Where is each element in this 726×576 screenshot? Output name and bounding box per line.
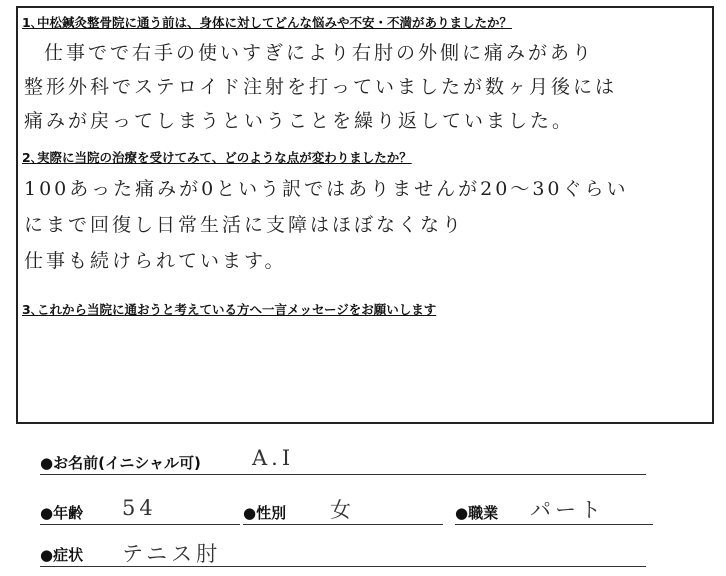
name-underline: [40, 474, 646, 475]
job-field-value: パート: [530, 498, 605, 522]
question-1-label: 1､中松鍼灸整骨院に通う前は、身体に対してどんな悩みや不安・不満がありましたか？: [22, 15, 512, 30]
gender-field-label: ●性別: [243, 504, 287, 522]
symptom-field-value: テニス肘: [122, 542, 222, 566]
question-2-label: 2､実際に当院の治療を受けてみて、どのような点が変わりましたか？: [22, 150, 412, 165]
answer-1-line-3: 痛みが戻ってしまうということを繰り返していました。: [24, 110, 575, 132]
age-field-value: 54: [122, 496, 157, 520]
name-field-label: ●お名前(イニシャル可): [40, 454, 201, 472]
answer-2-line-2: にまで回復し日常生活に支障はほぼなくなり: [24, 214, 465, 236]
age-underline: [40, 524, 240, 525]
job-field-label: ●職業: [455, 504, 499, 522]
answer-1-line-2: 整形外科でステロイド注射を打っていましたが数ヶ月後には: [24, 76, 618, 98]
age-field-label: ●年齢: [40, 504, 84, 522]
job-underline: [455, 524, 653, 525]
gender-field-value: 女: [330, 498, 355, 522]
symptom-field-label: ●症状: [40, 546, 84, 564]
gender-underline: [243, 524, 443, 525]
symptom-underline: [40, 566, 646, 567]
answer-2-line-1: 100あった痛みが0という訳ではありませんが20～30ぐらい: [24, 178, 629, 200]
question-3-label: 3､これから当院に通おうと考えている方へ一言メッセージをお願いします: [22, 302, 437, 317]
answer-2-line-3: 仕事も続けられています。: [24, 250, 287, 272]
name-field-value: A.I: [252, 446, 295, 470]
answer-1-line-1: 仕事でで右手の使いすぎにより右肘の外側に痛みがあり: [44, 42, 595, 64]
